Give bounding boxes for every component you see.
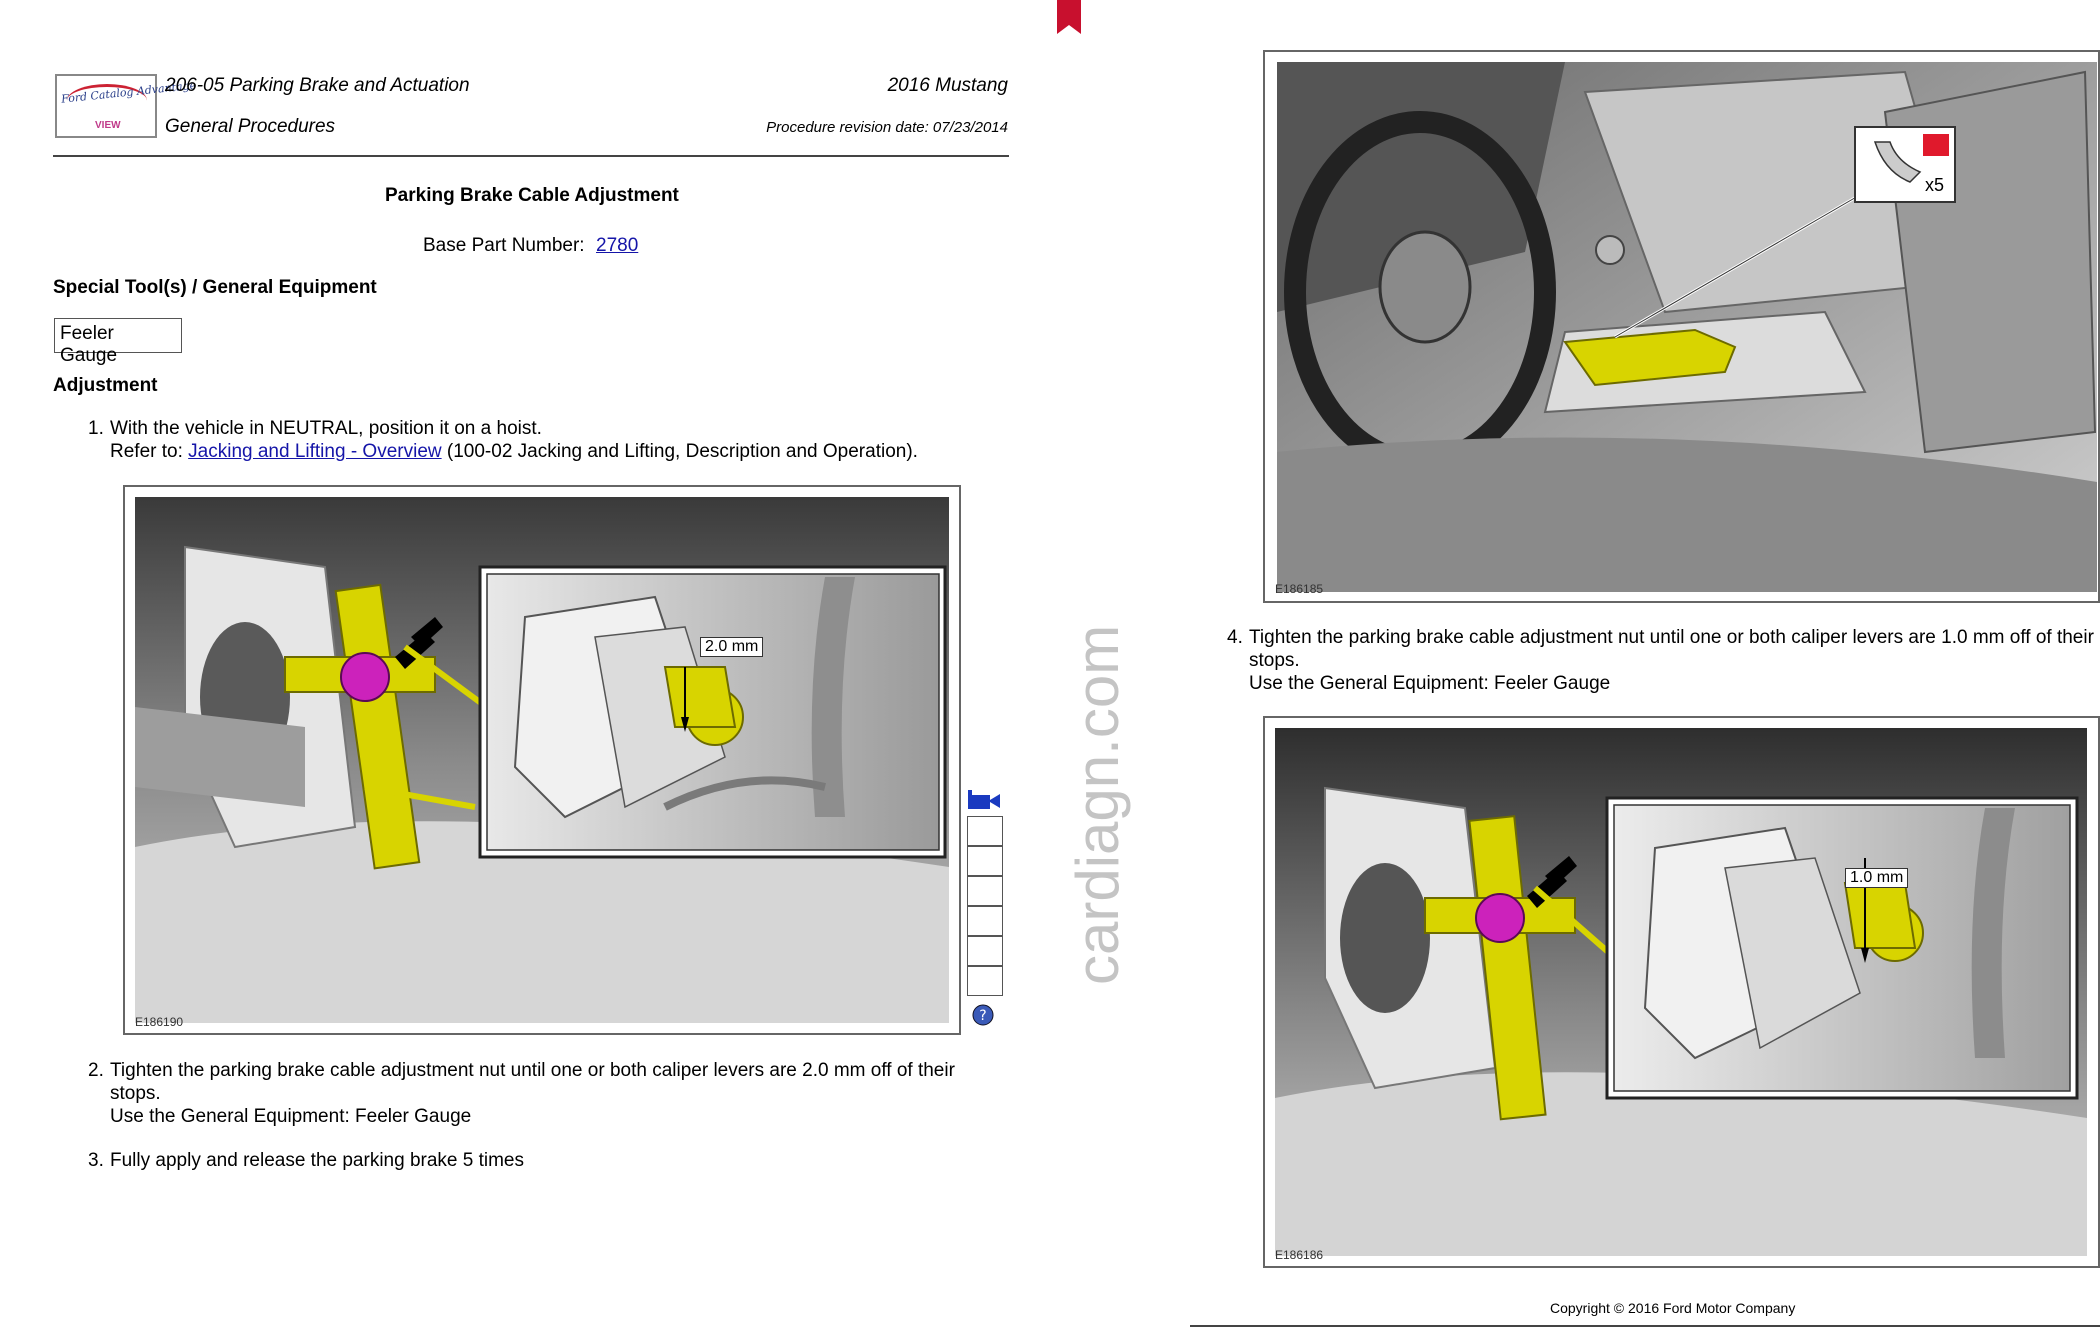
step-2-number: 2. xyxy=(88,1060,104,1081)
toolbar-slot-1[interactable] xyxy=(967,816,1003,846)
section-title: 206-05 Parking Brake and Actuation xyxy=(165,75,470,96)
step-2-text-cont: stops. xyxy=(110,1083,161,1104)
step-2-equipment: Use the General Equipment: Feeler Gauge xyxy=(110,1106,472,1127)
revision-date: Procedure revision date: 07/23/2014 xyxy=(766,119,1008,136)
step-1-text: With the vehicle in NEUTRAL, position it on a hoist. xyxy=(110,418,542,439)
step-1-number: 1. xyxy=(88,418,104,439)
step-4-text: Tighten the parking brake cable adjustment nut until one or both caliper levers are 1.0 mm off of their xyxy=(1249,627,2094,648)
step-4-equipment: Use the General Equipment: Feeler Gauge xyxy=(1249,673,1611,694)
toolbar-slot-3[interactable] xyxy=(967,876,1003,906)
left-page xyxy=(0,0,1040,1343)
toolbar-slot-2[interactable] xyxy=(967,846,1003,876)
base-part-label: Base Part Number: xyxy=(423,235,585,256)
copyright: Copyright © 2016 Ford Motor Company xyxy=(1550,1300,1796,1316)
tools-heading: Special Tool(s) / General Equipment xyxy=(53,277,377,298)
toolbar-slot-4[interactable] xyxy=(967,906,1003,936)
figure-caliper-1mm xyxy=(1263,716,2100,1268)
step-3-number: 3. xyxy=(88,1150,104,1171)
measurement-label: 2.0 mm xyxy=(700,637,763,657)
right-page xyxy=(1190,0,2100,1343)
svg-text:cardiagn.com: cardiagn.com xyxy=(1064,624,1131,985)
step-4-number: 4. xyxy=(1227,627,1243,648)
caliper-illustration-2 xyxy=(1265,718,2098,1266)
video-camera-icon[interactable] xyxy=(966,790,1002,812)
toolbar-slot-6[interactable] xyxy=(967,966,1003,996)
bookmark-icon[interactable] xyxy=(1057,0,1081,34)
tool-feeler-gauge: Feeler Gauge xyxy=(54,318,182,353)
step-2-text: Tighten the parking brake cable adjustment nut until one or both caliper levers are 2.0 mm off of their xyxy=(110,1060,955,1081)
adjustment-heading: Adjustment xyxy=(53,375,158,396)
ford-catalog-logo: Ford Catalog Advantage VIEW xyxy=(55,74,157,138)
figure-caliper-2mm xyxy=(123,485,961,1035)
figure-interior-lever xyxy=(1263,50,2100,603)
jacking-lifting-link[interactable]: Jacking and Lifting - Overview xyxy=(188,441,442,462)
subsection-title: General Procedures xyxy=(165,116,336,137)
figure-1-caption: E186190 xyxy=(135,1015,184,1029)
base-part-link[interactable]: 2780 xyxy=(596,235,639,256)
step-3-text: Fully apply and release the parking brake 5 times xyxy=(110,1150,525,1171)
step-1-refer: Refer to: Jacking and Lifting - Overview (100-02 Jacking and Lifting, Description and Operation). xyxy=(110,441,918,462)
measurement-label-2: 1.0 mm xyxy=(1845,868,1908,888)
header-divider xyxy=(53,155,1009,157)
media-toolbar xyxy=(966,790,1006,1030)
footer-divider xyxy=(1190,1325,2100,1327)
toolbar-slot-5[interactable] xyxy=(967,936,1003,966)
step-4-text-cont: stops. xyxy=(1249,650,1300,671)
procedure-title: Parking Brake Cable Adjustment xyxy=(385,185,679,206)
vehicle-name: 2016 Mustang xyxy=(887,75,1008,96)
interior-illustration xyxy=(1265,52,2098,601)
figure-3-caption: E186186 xyxy=(1275,1248,1324,1262)
watermark xyxy=(1030,585,1150,1005)
figure-2-caption: E186185 xyxy=(1275,582,1324,596)
help-icon[interactable] xyxy=(972,1004,994,1026)
svg-text:?: ? xyxy=(979,1008,987,1024)
caliper-illustration xyxy=(125,487,959,1033)
callout-x5: x5 xyxy=(1925,175,1945,195)
